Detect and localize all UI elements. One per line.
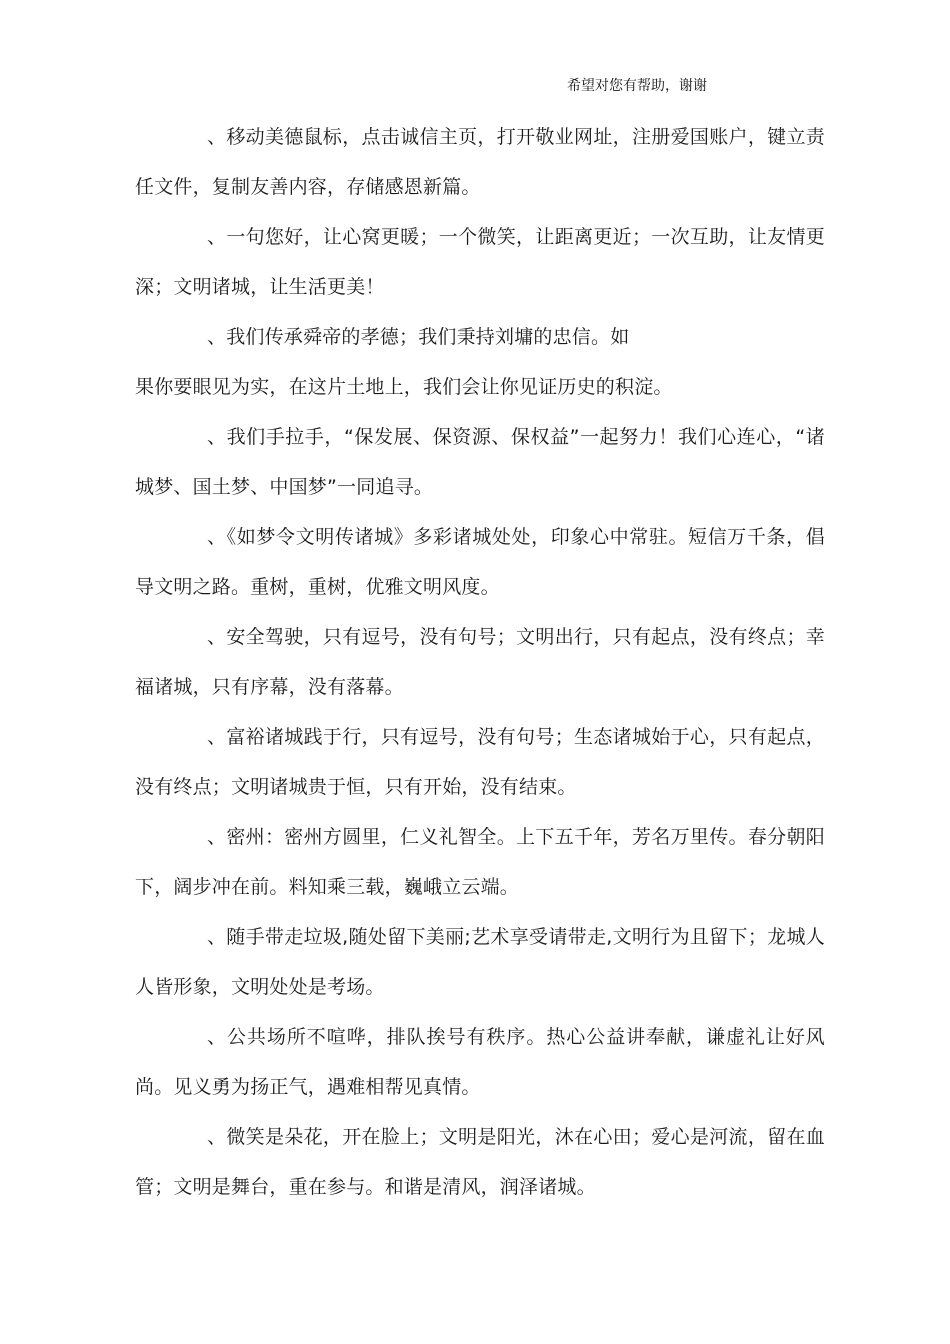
document-body: [135, 112, 825, 1212]
paragraph: 、我们传承舜帝的孝德；我们秉持刘墉的忠信。如: [207, 326, 630, 348]
paragraph: 、公共场所不喧哗，排队挨号有秩序。热心公益讲奉献，谦虚礼让好风尚。见义勇为扬正气，遇难相帮见真情。: [135, 1026, 825, 1098]
header-note: 希望对您有帮助，谢谢: [567, 78, 707, 94]
paragraph: 、密州：密州方圆里，仁义礼智全。上下五千年，芳名万里传。春分朝阳下，阔步冲在前。料知乘三载，巍峨立云端。: [135, 826, 825, 898]
paragraph: 、一句您好，让心窝更暖；一个微笑，让距离更近；一次互助，让友情更深；文明诸城，让生活更美！: [135, 226, 825, 298]
paragraph: 、随手带走垃圾,随处留下美丽;艺术享受请带走,文明行为且留下；龙城人人皆形象，文明处处是考场。: [135, 926, 825, 998]
paragraph: 、微笑是朵花，开在脸上；文明是阳光，沐在心田；爱心是河流，留在血管；文明是舞台，重在参与。和谐是清风，润泽诸城。: [135, 1126, 825, 1198]
paragraph-continuation: 果你要眼见为实，在这片土地上，我们会让你见证历史的积淀。: [135, 376, 673, 398]
paragraph: 、移动美德鼠标，点击诚信主页，打开敬业网址，注册爱国账户，键立责任文件，复制友善内容，存储感恩新篇。: [135, 126, 825, 198]
paragraph: 、《如梦令文明传诸城》多彩诸城处处，印象心中常驻。短信万千条，倡导文明之路。重树，重树，优雅文明风度。: [135, 526, 825, 598]
paragraph: 、安全驾驶，只有逗号，没有句号；文明出行，只有起点，没有终点；幸福诸城，只有序幕，没有落幕。: [135, 626, 825, 698]
paragraph: 、我们手拉手，“保发展、保资源、保权益”一起努力！我们心连心，“诸城梦、国土梦、中国梦”一同追寻。: [135, 426, 825, 498]
paragraph: 、富裕诸城践于行，只有逗号，没有句号；生态诸城始于心，只有起点，没有终点；文明诸城贵于恒，只有开始，没有结束。: [135, 726, 825, 798]
